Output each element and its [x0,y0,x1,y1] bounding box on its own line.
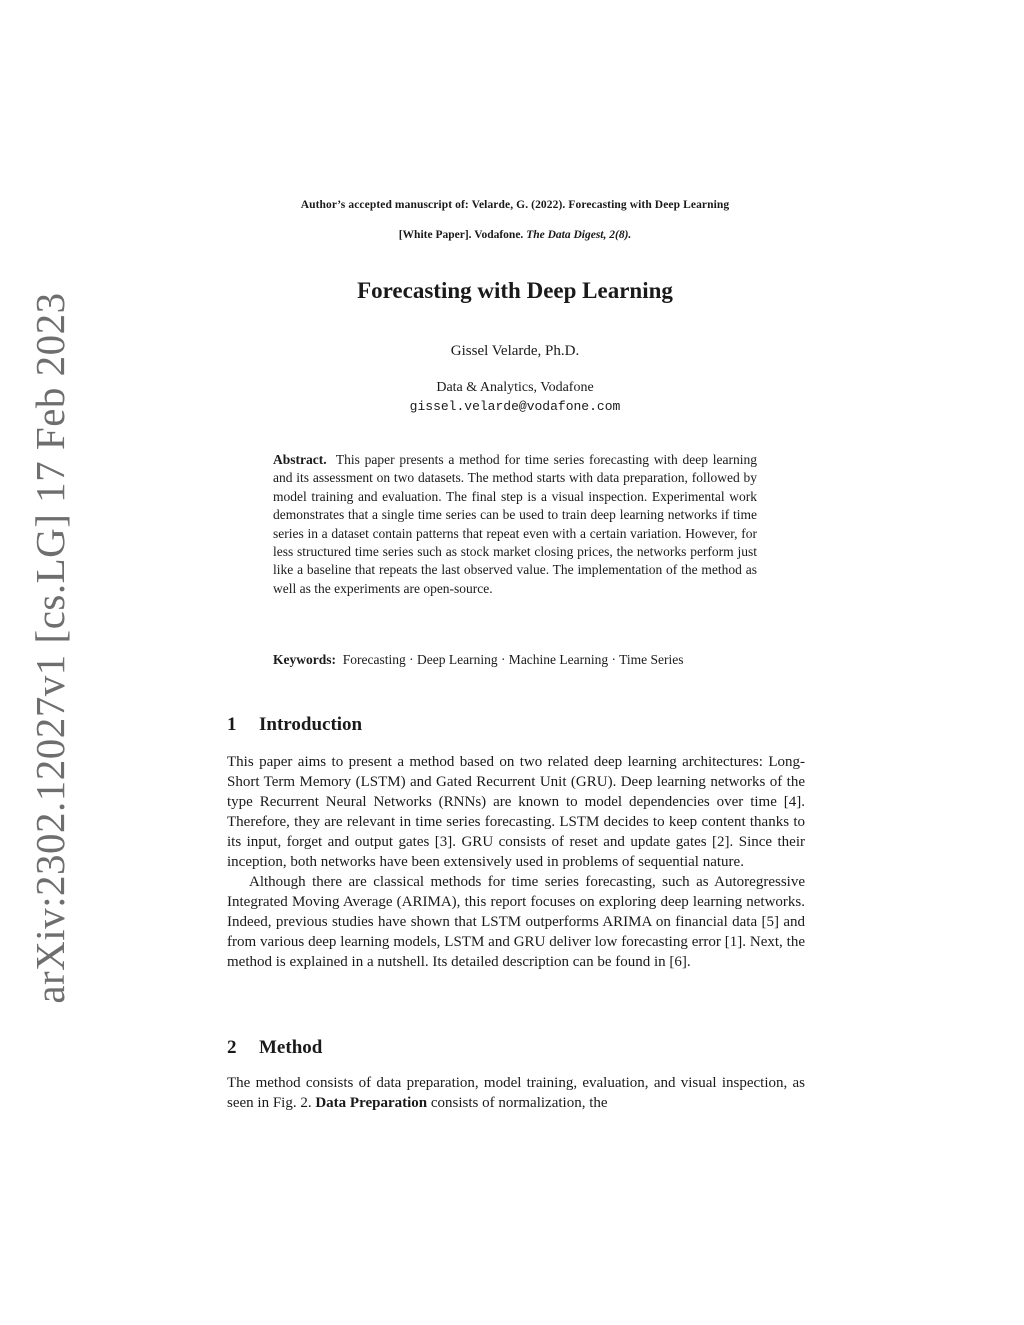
abstract-label: Abstract. [273,452,327,467]
abstract-text: This paper presents a method for time series forecasting with deep learning and its assessment on two datasets. The method starts with data preparation, followed by model training and evaluation. The final step is a visual inspection. Experimental work demonstrates that a single time series can be used to train deep learning networks if time series in a dataset contain patterns that repeat even with a certain variation. However, for less structured time series such as stock market closing prices, the networks perform just like a baseline that repeats the last observed value. The implementation of the method as well as the experiments are open-source. [273,452,757,596]
abstract [273,451,757,598]
method-text-b: consists of normalization, the [427,1095,608,1111]
method-text-a: The method consists of data preparation, model training, evaluation, and visual inspection, as seen in Fig. 2. [227,1075,805,1111]
section-number: 1 [227,714,237,735]
section-heading-method [227,1037,322,1059]
arxiv-identifier: arXiv:2302.12027v1 [cs.LG] 17 Feb 2023 [27,292,73,1004]
keywords [273,651,757,669]
citation-publisher: [White Paper]. Vodafone. [398,229,527,241]
author-affiliation: Data & Analytics, Vodafone [436,380,594,395]
manuscript-citation-line2 [0,229,1024,241]
intro-paragraph-1: This paper aims to present a method based on two related deep learning architectures: Long-Short Term Memory (LSTM) and Gated Recurrent Unit (GRU). Deep learning networks of the type Recurrent Neural Networks (RNNs) are known to model dependencies over time [4]. Therefore, they are relevant in time series forecasting. LSTM decides to keep content thanks to its input, forget and output gates [3]. GRU consists of reset and update gates [2]. Since their inception, both networks have been extensively used in problems of sequential nature. [227,754,805,870]
section-heading-introduction [227,714,362,736]
citation-journal: The Data Digest, 2(8). [526,229,632,241]
author-name: Gissel Velarde, Ph.D. [450,343,580,359]
section-title: Method [259,1037,323,1058]
keywords-label: Keywords: [273,652,336,667]
author-email: gissel.velarde@vodafone.com [409,399,621,414]
method-text-bold: Data Preparation [315,1095,428,1111]
introduction-body [227,752,805,972]
section-title: Introduction [259,714,363,735]
method-paragraph-1 [227,1073,805,1113]
intro-paragraph-2: Although there are classical methods for time series forecasting, such as Autoregressive Integrated Moving Average (ARIMA), this report focuses on exploring deep learning networks. Indeed, previous studies have shown that LSTM outperforms ARIMA on financial data [5] and from various deep learning models, LSTM and GRU deliver low forecasting error [1]. Next, the method is explained in a nutshell. Its detailed description can be found in [6]. [227,874,805,970]
manuscript-citation-line1: Author’s accepted manuscript of: Velarde, G. (2022). Forecasting with Deep Learning [300,199,730,211]
method-body [227,1073,805,1113]
keywords-text: Forecasting · Deep Learning · Machine Learning · Time Series [342,652,684,667]
paper-title: Forecasting with Deep Learning [357,278,673,303]
section-number: 2 [227,1037,237,1058]
